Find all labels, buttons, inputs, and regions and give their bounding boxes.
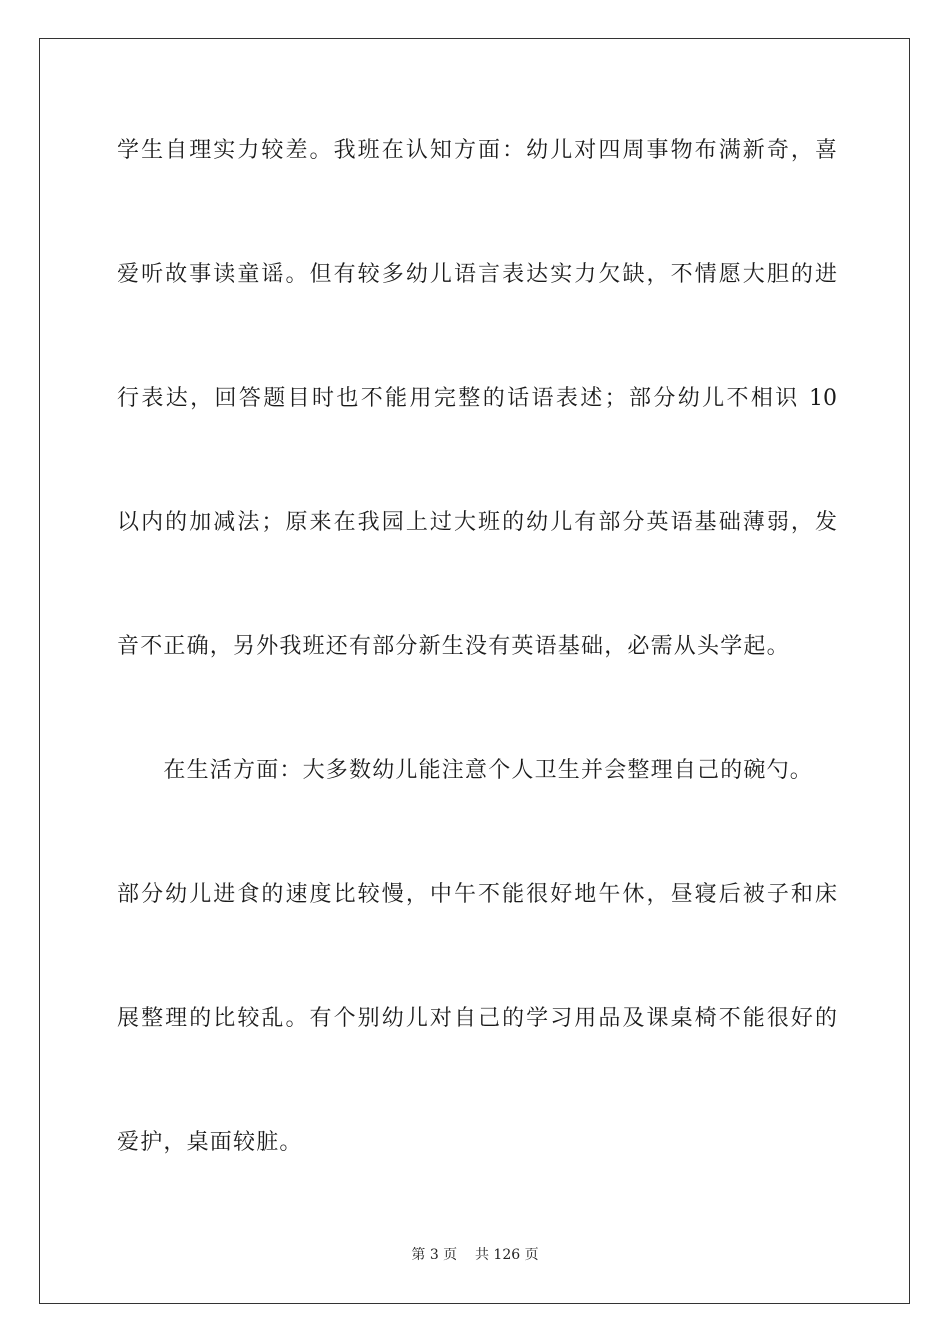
text-line-8: 展整理的比较乱。有个别幼儿对自己的学习用品及课桌椅不能很好的: [117, 1006, 837, 1031]
text-line-9: 爱护，桌面较脏。: [117, 1130, 303, 1155]
page-number-footer: 第 3 页 共 126 页: [411, 1247, 539, 1263]
text-line-2: 爱听故事读童谣。但有较多幼儿语言表达实力欠缺，不情愿大胆的进: [117, 262, 837, 287]
text-line-7: 部分幼儿进食的速度比较慢，中午不能很好地午休，昼寝后被子和床: [117, 882, 837, 907]
text-line-6: 在生活方面：大多数幼儿能注意个人卫生并会整理自己的碗勺。: [117, 758, 814, 783]
text-line-5: 音不正确，另外我班还有部分新生没有英语基础，必需从头学起。: [117, 634, 790, 659]
text-line-3: 行表达，回答题目时也不能用完整的话语表述；部分幼儿不相识 10: [117, 386, 837, 411]
page-border: [39, 38, 910, 1304]
text-line-1: 学生自理实力较差。我班在认知方面：幼儿对四周事物布满新奇，喜: [117, 138, 837, 163]
text-line-4: 以内的加减法；原来在我园上过大班的幼儿有部分英语基础薄弱，发: [117, 510, 837, 535]
